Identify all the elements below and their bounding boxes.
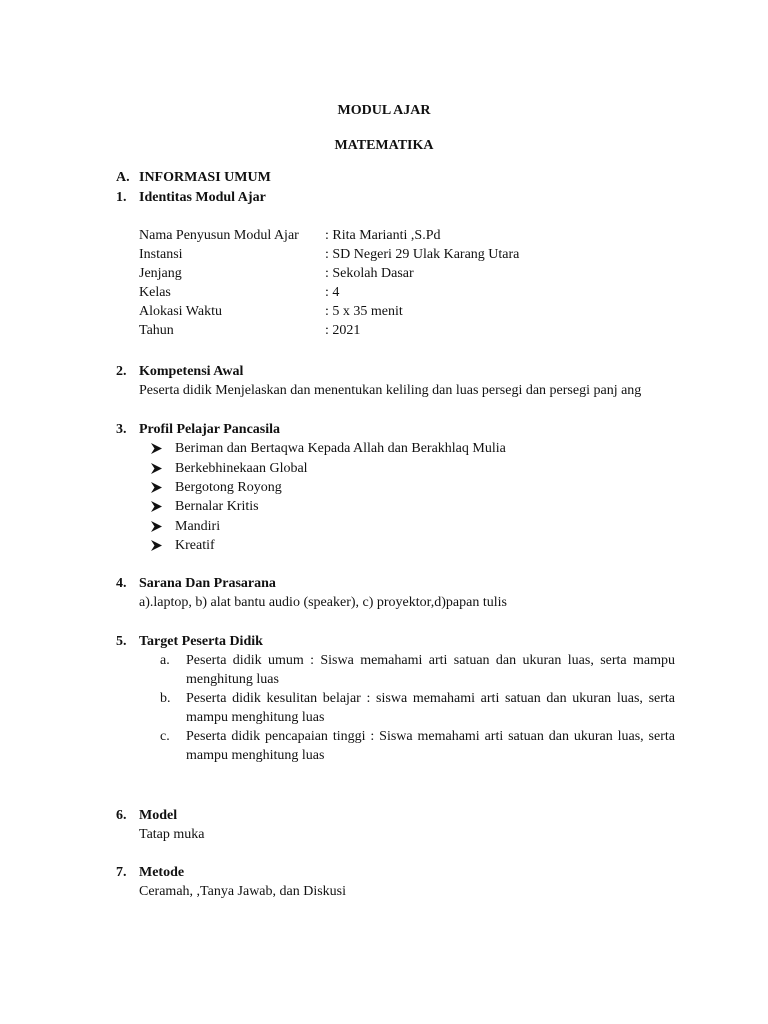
identitas-key: Alokasi Waktu [139,304,222,319]
sarana-heading: Sarana Dan Prasarana [139,576,276,591]
target-text: Peserta didik kesulitan belajar : siswa memahami arti satuan dan ukuran luas, serta mampu menghitung luas [186,691,675,725]
identitas-row [139,245,659,264]
section-a-marker: A. [116,170,130,185]
list-item [160,727,675,765]
kompetensi-text: Peserta didik Menjelaskan dan menentukan keliling dan luas persegi dan persegi panj ang [139,383,642,398]
identitas-row [139,302,659,321]
identitas-value: : 4 [325,285,340,300]
kompetensi-heading: Kompetensi Awal [139,364,244,379]
arrowhead-bullet-icon [150,520,175,533]
metode-text: Ceramah, ,Tanya Jawab, dan Diskusi [139,884,347,899]
arrowhead-bullet-icon [150,462,175,475]
profil-list [150,439,506,555]
identitas-heading: Identitas Modul Ajar [139,190,266,205]
item-4-number: 4. [116,576,127,591]
identitas-key: Nama Penyusun Modul Ajar [139,228,299,243]
profil-item: Mandiri [175,518,221,534]
arrowhead-bullet-icon [150,539,175,552]
list-item [150,458,506,477]
list-item [160,651,675,689]
profil-item: Beriman dan Bertaqwa Kepada Allah dan Berakhlaq Mulia [175,441,506,457]
target-letter: a. [160,653,170,668]
list-item [150,517,506,536]
metode-heading: Metode [139,865,185,880]
target-list [160,651,675,765]
profil-item: Berkebhinekaan Global [175,460,308,476]
list-item [150,497,506,516]
list-item [150,439,506,458]
target-letter: b. [160,691,171,706]
model-heading: Model [139,808,178,823]
arrowhead-bullet-icon [150,442,175,455]
identitas-row [139,321,659,340]
identitas-key: Tahun [139,323,174,338]
document-title: MODUL AJAR [337,103,431,118]
document-subject: MATEMATIKA [334,138,434,153]
item-7-number: 7. [116,865,127,880]
sarana-text: a).laptop, b) alat bantu audio (speaker), c) proyektor,d)papan tulis [139,595,507,610]
item-5-number: 5. [116,634,127,649]
target-letter: c. [160,729,170,744]
identitas-value: : Sekolah Dasar [325,266,414,281]
target-heading: Target Peserta Didik [139,634,263,649]
profil-item: Bernalar Kritis [175,499,259,515]
arrowhead-bullet-icon [150,481,175,494]
identitas-key: Kelas [139,285,171,300]
identitas-row [139,264,659,283]
identitas-value: : SD Negeri 29 Ulak Karang Utara [325,247,520,262]
identitas-table [139,226,659,340]
model-text: Tatap muka [139,827,205,842]
identitas-value: : Rita Marianti ,S.Pd [325,228,441,243]
identitas-key: Jenjang [139,266,182,281]
list-item [150,478,506,497]
target-text: Peserta didik umum : Siswa memahami arti satuan dan ukuran luas, serta mampu menghitung luas [186,653,675,687]
identitas-value: : 2021 [325,323,361,338]
profil-item: Kreatif [175,538,215,554]
item-1-number: 1. [116,190,127,205]
target-text: Peserta didik pencapaian tinggi : Siswa memahami arti satuan dan ukuran luas, serta mampu menghitung luas [186,729,675,763]
item-2-number: 2. [116,364,127,379]
profil-item: Bergotong Royong [175,479,282,495]
profil-heading: Profil Pelajar Pancasila [139,422,281,437]
item-6-number: 6. [116,808,127,823]
identitas-row [139,226,659,245]
list-item [150,536,506,555]
identitas-key: Instansi [139,247,183,262]
list-item [160,689,675,727]
section-a-heading: INFORMASI UMUM [139,170,271,185]
item-3-number: 3. [116,422,127,437]
identitas-row [139,283,659,302]
arrowhead-bullet-icon [150,500,175,513]
identitas-value: : 5 x 35 menit [325,304,403,319]
